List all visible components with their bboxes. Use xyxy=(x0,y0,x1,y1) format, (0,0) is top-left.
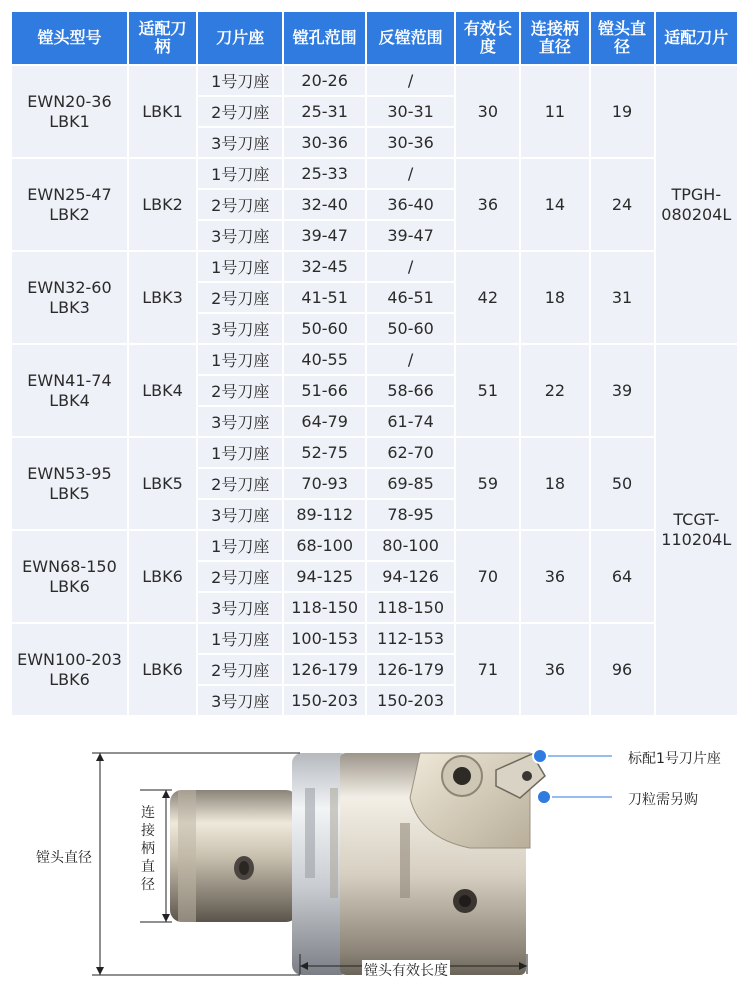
effective-length-cell: 59 xyxy=(456,438,519,529)
bore-range-cell: 94-125 xyxy=(284,562,364,591)
model-cell xyxy=(12,624,127,715)
back-bore-range-cell: 78-95 xyxy=(367,500,454,529)
seat-cell: 1号刀座 xyxy=(198,624,282,653)
model-name: EWN20-36 xyxy=(27,91,112,111)
seat-cell: 1号刀座 xyxy=(198,438,282,467)
back-bore-range-cell: 30-36 xyxy=(367,128,454,157)
head-diameter-cell: 31 xyxy=(591,252,654,343)
bore-range-cell: 51-66 xyxy=(284,376,364,405)
model-suffix: LBK6 xyxy=(49,669,90,689)
seat-cell: 2号刀座 xyxy=(198,655,282,684)
table-row xyxy=(12,159,737,188)
head-diameter-cell: 39 xyxy=(591,345,654,436)
bore-range-cell: 32-45 xyxy=(284,252,364,281)
header-back-bore-range: 反镗范围 xyxy=(367,12,454,64)
back-bore-range-cell: 50-60 xyxy=(367,314,454,343)
head-diameter-cell: 24 xyxy=(591,159,654,250)
back-bore-range-cell: 69-85 xyxy=(367,469,454,498)
seat-cell: 1号刀座 xyxy=(198,66,282,95)
back-bore-range-cell: 62-70 xyxy=(367,438,454,467)
header-model: 镗头型号 xyxy=(12,12,127,64)
model-suffix: LBK1 xyxy=(49,111,90,131)
conn-diameter-cell: 18 xyxy=(521,252,588,343)
back-bore-range-cell: 118-150 xyxy=(367,593,454,622)
back-bore-range-cell: 58-66 xyxy=(367,376,454,405)
effective-length-cell: 70 xyxy=(456,531,519,622)
seat-cell: 2号刀座 xyxy=(198,97,282,126)
effective-length-cell: 30 xyxy=(456,66,519,157)
model-name: EWN25-47 xyxy=(27,184,112,204)
header-shank: 适配刀柄 xyxy=(129,12,196,64)
header-row xyxy=(12,12,737,64)
boring-head-diagram xyxy=(0,728,750,1000)
conn-diameter-cell: 36 xyxy=(521,624,588,715)
back-bore-range-cell: 61-74 xyxy=(367,407,454,436)
back-bore-range-cell: 46-51 xyxy=(367,283,454,312)
shank-cell: LBK4 xyxy=(129,345,196,436)
effective-length-cell: 36 xyxy=(456,159,519,250)
bore-range-cell: 30-36 xyxy=(284,128,364,157)
back-bore-range-cell: / xyxy=(367,66,454,95)
bore-range-cell: 50-60 xyxy=(284,314,364,343)
bore-range-cell: 20-26 xyxy=(284,66,364,95)
bore-range-cell: 32-40 xyxy=(284,190,364,219)
model-suffix: LBK6 xyxy=(49,576,90,596)
model-suffix: LBK3 xyxy=(49,297,90,317)
seat-cell: 2号刀座 xyxy=(198,190,282,219)
insert-code-suffix: 080204L xyxy=(661,204,732,224)
back-bore-range-cell: 39-47 xyxy=(367,221,454,250)
conn-diameter-cell: 22 xyxy=(521,345,588,436)
bore-range-cell: 100-153 xyxy=(284,624,364,653)
model-name: EWN53-95 xyxy=(27,463,112,483)
model-name: EWN100-203 xyxy=(17,649,122,669)
head-diameter-cell: 64 xyxy=(591,531,654,622)
back-bore-range-cell: 36-40 xyxy=(367,190,454,219)
effective-length-cell: 42 xyxy=(456,252,519,343)
seat-cell: 3号刀座 xyxy=(198,314,282,343)
bore-range-cell: 40-55 xyxy=(284,345,364,374)
model-suffix: LBK2 xyxy=(49,204,90,224)
table-body xyxy=(12,66,737,715)
header-head-diameter: 镗头直径 xyxy=(591,12,654,64)
header-conn-diameter: 连接柄直径 xyxy=(521,12,588,64)
shank-cell: LBK6 xyxy=(129,624,196,715)
back-bore-range-cell: 150-203 xyxy=(367,686,454,715)
model-cell xyxy=(12,531,127,622)
bore-range-cell: 25-33 xyxy=(284,159,364,188)
conn-diameter-cell: 36 xyxy=(521,531,588,622)
conn-diameter-cell: 11 xyxy=(521,66,588,157)
spec-table xyxy=(10,10,739,717)
bore-range-cell: 41-51 xyxy=(284,283,364,312)
seat-cell: 3号刀座 xyxy=(198,500,282,529)
shank-cell: LBK1 xyxy=(129,66,196,157)
seat-cell: 2号刀座 xyxy=(198,283,282,312)
insert-code-suffix: 110204L xyxy=(661,530,732,549)
bore-range-cell: 118-150 xyxy=(284,593,364,622)
bore-range-cell: 150-203 xyxy=(284,686,364,715)
shank-cell: LBK3 xyxy=(129,252,196,343)
model-cell xyxy=(12,159,127,250)
seat-cell: 1号刀座 xyxy=(198,159,282,188)
back-bore-range-cell: / xyxy=(367,159,454,188)
insert-cell xyxy=(656,66,737,343)
label-effective-length: 镗头有效长度 xyxy=(362,960,450,980)
head-diameter-cell: 96 xyxy=(591,624,654,715)
insert-code: TPGH- xyxy=(671,184,722,204)
header-effective-length: 有效长度 xyxy=(456,12,519,64)
head-diameter-cell: 19 xyxy=(591,66,654,157)
bore-range-cell: 70-93 xyxy=(284,469,364,498)
model-suffix: LBK5 xyxy=(49,483,90,503)
model-cell xyxy=(12,438,127,529)
label-standard-seat: 标配1号刀片座 xyxy=(628,751,721,767)
seat-cell: 2号刀座 xyxy=(198,562,282,591)
table-row xyxy=(12,66,737,95)
insert-code: TCGT- xyxy=(673,510,720,529)
bore-range-cell: 25-31 xyxy=(284,97,364,126)
model-name: EWN41-74 xyxy=(27,370,112,390)
back-bore-range-cell: / xyxy=(367,345,454,374)
bore-range-cell: 68-100 xyxy=(284,531,364,560)
seat-cell: 2号刀座 xyxy=(198,376,282,405)
seat-cell: 3号刀座 xyxy=(198,128,282,157)
seat-cell: 3号刀座 xyxy=(198,407,282,436)
seat-cell: 3号刀座 xyxy=(198,221,282,250)
seat-cell: 1号刀座 xyxy=(198,345,282,374)
table-row xyxy=(12,624,737,653)
conn-diameter-cell: 14 xyxy=(521,159,588,250)
back-bore-range-cell: 30-31 xyxy=(367,97,454,126)
model-name: EWN32-60 xyxy=(27,277,112,297)
bore-range-cell: 126-179 xyxy=(284,655,364,684)
back-bore-range-cell: / xyxy=(367,252,454,281)
bore-range-cell: 39-47 xyxy=(284,221,364,250)
head-diameter-cell: 50 xyxy=(591,438,654,529)
callout-marker-seat xyxy=(533,749,547,763)
header-bore-range: 镗孔范围 xyxy=(284,12,364,64)
table-row xyxy=(12,531,737,560)
header-seat: 刀片座 xyxy=(198,12,282,64)
label-insert-separate: 刀粒需另购 xyxy=(628,792,698,808)
bore-range-cell: 64-79 xyxy=(284,407,364,436)
seat-cell: 1号刀座 xyxy=(198,531,282,560)
back-bore-range-cell: 94-126 xyxy=(367,562,454,591)
shank-cell: LBK6 xyxy=(129,531,196,622)
seat-cell: 3号刀座 xyxy=(198,593,282,622)
back-bore-range-cell: 80-100 xyxy=(367,531,454,560)
table-row xyxy=(12,345,737,374)
insert-cell xyxy=(656,345,737,715)
bore-range-cell: 52-75 xyxy=(284,438,364,467)
back-bore-range-cell: 112-153 xyxy=(367,624,454,653)
effective-length-cell: 71 xyxy=(456,624,519,715)
back-bore-range-cell: 126-179 xyxy=(367,655,454,684)
header-insert: 适配刀片 xyxy=(656,12,737,64)
conn-diameter-cell: 18 xyxy=(521,438,588,529)
shank-cell: LBK2 xyxy=(129,159,196,250)
effective-length-cell: 51 xyxy=(456,345,519,436)
shank-cell: LBK5 xyxy=(129,438,196,529)
label-head-diameter: 镗头直径 xyxy=(36,846,92,868)
model-cell xyxy=(12,252,127,343)
model-cell xyxy=(12,66,127,157)
bore-range-cell: 89-112 xyxy=(284,500,364,529)
seat-cell: 1号刀座 xyxy=(198,252,282,281)
model-name: EWN68-150 xyxy=(22,556,117,576)
callout-marker-insert xyxy=(537,790,551,804)
seat-cell: 2号刀座 xyxy=(198,469,282,498)
table-row xyxy=(12,438,737,467)
model-cell xyxy=(12,345,127,436)
table-row xyxy=(12,252,737,281)
label-conn-diameter: 连接柄直径 xyxy=(141,805,155,893)
seat-cell: 3号刀座 xyxy=(198,686,282,715)
model-suffix: LBK4 xyxy=(49,390,90,410)
